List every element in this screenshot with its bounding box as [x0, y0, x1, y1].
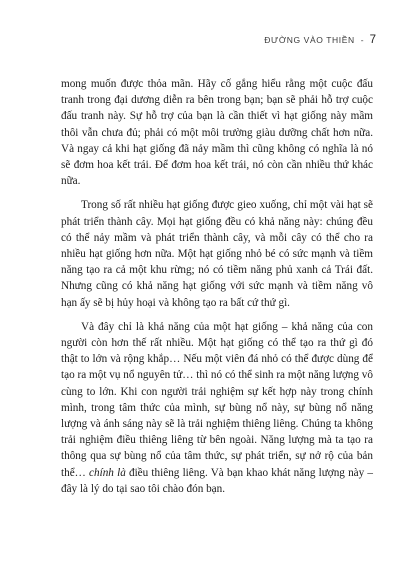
header-separator: -: [360, 35, 364, 45]
paragraph-1: mong muốn được thỏa mãn. Hãy cố gắng hiểu rằng một cuộc đấu tranh trong đại dương diễn ra bên trong bạn; bạn sẽ phải hỗ trợ cuộc đấu tranh này. Sự hỗ trợ của bạn là cần thiết vì hạt giống này mầm thôi vẫn chưa đủ; phải có một môi trường giàu dưỡng chất hơn nữa. Và ngay cả khi hạt giống đã nảy mầm thì cũng không có nghĩa là nó sẽ đơm hoa kết trái. Để đơm hoa kết trái, nó còn cần nhiều thứ khác nữa.: [61, 78, 373, 188]
paragraph-3: [61, 319, 373, 497]
paragraph-3-part-2: điều thiêng liêng. Và bạn khao khát năng lượng này – đây là lý do tại sao tôi chào đón bạn.: [61, 466, 373, 495]
running-header: [264, 34, 376, 46]
paragraph-2: Trong số rất nhiều hạt giống được gieo xuống, chỉ một vài hạt sẽ phát triển thành cây. Mọi hạt giống đều có khả năng này: chúng đều có thể nảy mầm và phát triển thành cây, và mỗi cây có thể cho ra nhiều hạt giống hơn nữa. Một hạt giống nhỏ bé có sức mạnh và tiềm năng tạo ra cả một khu rừng; nó có tiềm năng phủ xanh cả Trái đất. Nhưng cũng có khả năng hạt giống với sức mạnh và tiềm năng vô hạn ấy sẽ bị hủy hoại và không tạo ra bất cứ thứ gì.: [61, 199, 373, 309]
body-text: [61, 76, 373, 505]
page-number: 7: [369, 34, 376, 46]
paragraph-3-part-1: Và đây chỉ là khả năng của một hạt giống – khả năng của con người còn hơn thế rất nhiều. Một hạt giống có thể tạo ra thứ gì đó thật to lớn và rộng khắp… Nếu một viên đá nhỏ có thể được dùng để tạo ra một vụ nổ nguyên tử… thì nó có thể sinh ra một năng lượng vô cùng to lớn. Khi con người trải nghiệm sự kết hợp này trong chính mình, trong tâm thức của mình, sự bùng nổ này, sự bùng nổ năng lượng và ánh sáng này sẽ là trải nghiệm thiêng liêng. Chúng ta không trải nghiệm điều thiêng liêng từ bên ngoài. Năng lượng mà ta tạo ra thông qua sự bùng nổ của tâm thức, sự phát triển, sự nở rộ của bản thể…: [61, 320, 373, 479]
running-title: ĐƯỜNG VÀO THIỀN: [264, 35, 355, 45]
emphasized-phrase: chính là: [89, 466, 126, 479]
